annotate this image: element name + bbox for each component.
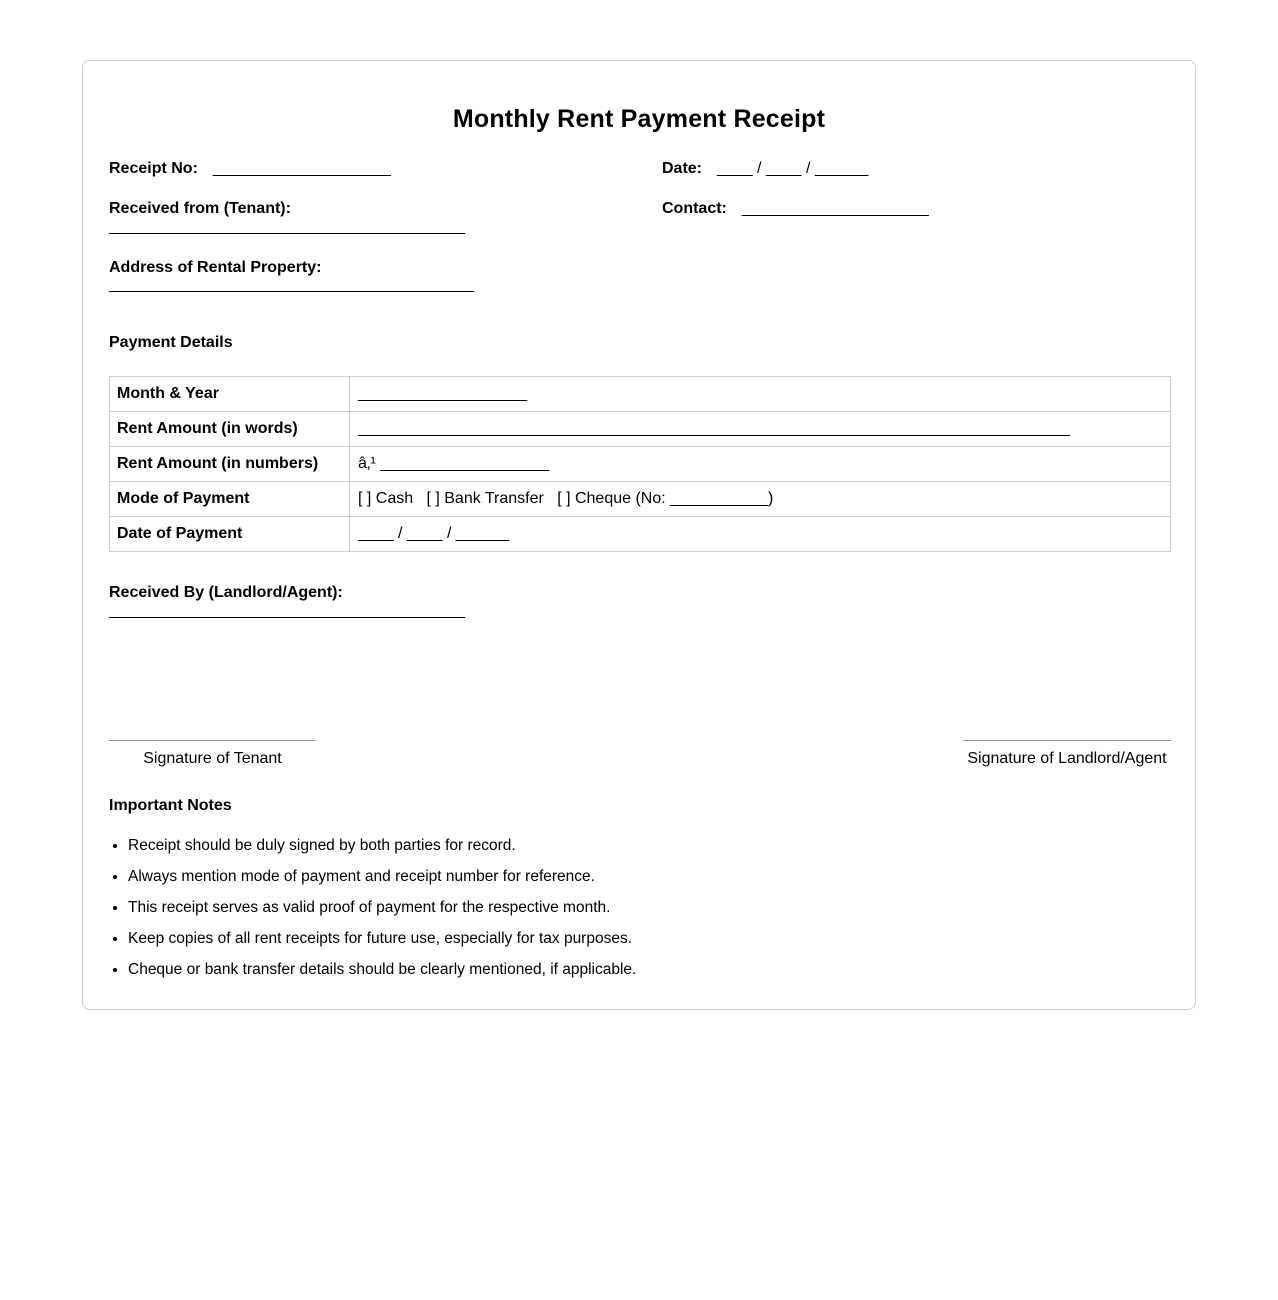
row-label: Rent Amount (in words) bbox=[110, 412, 350, 447]
row-value: ___________________ bbox=[350, 377, 1171, 412]
row-value: ________________________________________________________________________________ bbox=[350, 412, 1171, 447]
date-field bbox=[662, 158, 868, 180]
signature-label-tenant: Signature of Tenant bbox=[143, 750, 282, 767]
note-item: • Receipt should be duly signed by both parties for record. bbox=[128, 835, 1009, 857]
received-by-label: Received By (Landlord/Agent): bbox=[109, 584, 343, 601]
row-label: Month & Year bbox=[110, 377, 350, 412]
received-by-blank-line: ________________________________________ bbox=[109, 602, 465, 619]
payment-details-heading: Payment Details bbox=[109, 334, 233, 351]
received-from-blank-line: ________________________________________ bbox=[109, 218, 465, 235]
payment-details-table bbox=[109, 376, 1171, 552]
row-label: Rent Amount (in numbers) bbox=[110, 447, 350, 482]
signature-label-landlord: Signature of Landlord/Agent bbox=[967, 750, 1167, 767]
note-item: • This receipt serves as valid proof of payment for the respective month. bbox=[128, 897, 1009, 919]
contact-field bbox=[662, 198, 929, 220]
important-notes-heading: Important Notes bbox=[109, 797, 232, 814]
table-row-month-year bbox=[110, 377, 1171, 412]
row-value: â‚¹ ___________________ bbox=[350, 447, 1171, 482]
receipt-no-label: Receipt No: bbox=[109, 160, 198, 177]
signature-block-landlord bbox=[963, 740, 1171, 768]
table-row-mode-of-payment bbox=[110, 482, 1171, 517]
contact-label: Contact: bbox=[662, 200, 727, 217]
date-label: Date: bbox=[662, 160, 703, 177]
date-blank: ____ / ____ / ______ bbox=[717, 160, 869, 177]
table-row-date-of-payment bbox=[110, 517, 1171, 552]
important-notes-list bbox=[109, 835, 1009, 990]
table-row-rent-words bbox=[110, 412, 1171, 447]
row-value: ____ / ____ / ______ bbox=[350, 517, 1171, 552]
contact-blank: _____________________ bbox=[741, 200, 929, 217]
row-value: [ ] Cash [ ] Bank Transfer [ ] Cheque (No: ___________) bbox=[350, 482, 1171, 517]
note-item: • Cheque or bank transfer details should be clearly mentioned, if applicable. bbox=[128, 959, 1009, 981]
signature-block-tenant bbox=[109, 740, 316, 768]
received-from-label: Received from (Tenant): bbox=[109, 200, 291, 217]
table-row-rent-numbers bbox=[110, 447, 1171, 482]
note-item: • Always mention mode of payment and receipt number for reference. bbox=[128, 866, 1009, 888]
note-item: • Keep copies of all rent receipts for future use, especially for tax purposes. bbox=[128, 928, 1009, 950]
address-blank-line: _________________________________________ bbox=[109, 276, 474, 293]
row-label: Date of Payment bbox=[110, 517, 350, 552]
row-label: Mode of Payment bbox=[110, 482, 350, 517]
address-label: Address of Rental Property: bbox=[109, 259, 322, 276]
receipt-no-field bbox=[109, 158, 391, 180]
receipt-card bbox=[82, 60, 1196, 1010]
receipt-no-blank: ____________________ bbox=[212, 160, 391, 177]
page-title: Monthly Rent Payment Receipt bbox=[452, 105, 826, 133]
